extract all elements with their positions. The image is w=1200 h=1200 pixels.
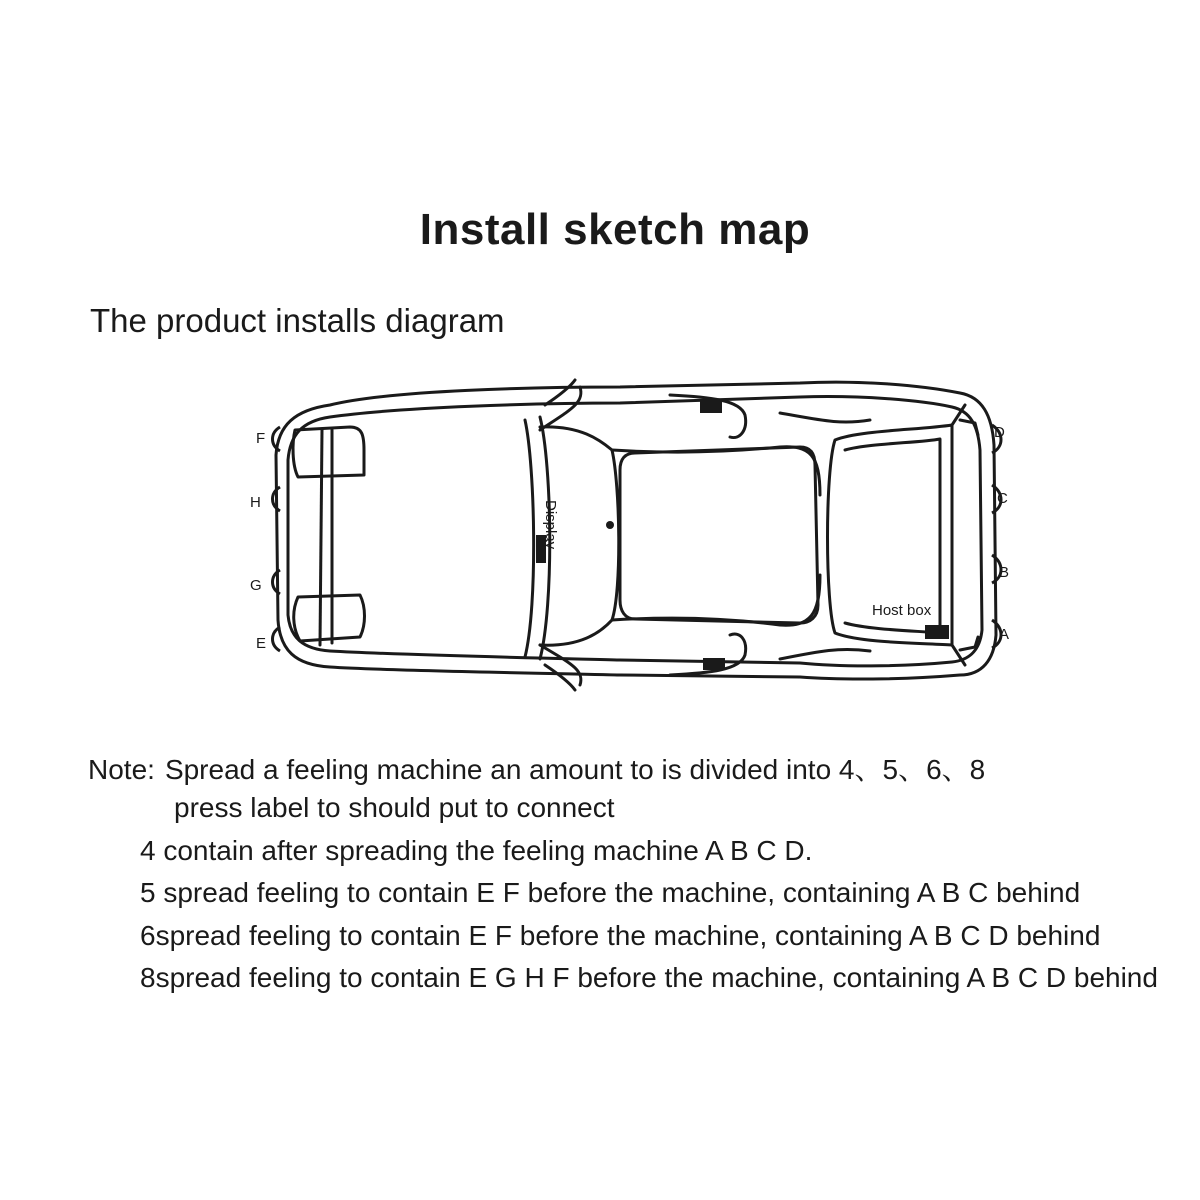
note-line-3: 4 contain after spreading the feeling machine A B C D.: [140, 835, 813, 866]
note-line-4: 5 spread feeling to contain E F before the machine, containing A B C behind: [140, 877, 1081, 908]
diagram-subtitle: The product installs diagram: [90, 302, 505, 339]
note-prefix: Note:: [88, 754, 155, 785]
sensor-c-label: C: [997, 490, 1008, 507]
host-box-label: Host box: [872, 602, 932, 619]
car-install-diagram: [240, 375, 1020, 695]
headlight-top: [293, 427, 364, 477]
wire-clip-top: [700, 401, 722, 413]
display-label: Display: [542, 500, 559, 550]
sensor-f-label: F: [256, 430, 266, 447]
headlight-bottom: [294, 595, 365, 641]
note-line-6: 8spread feeling to contain E G H F before the machine, containing A B C D behind: [140, 962, 1158, 993]
roof-mark: [606, 521, 614, 529]
note-text: Spread a feeling machine an amount to is divided into 4、5、6、8: [164, 754, 986, 785]
host-box-unit: [925, 625, 949, 639]
note-line-2: press label to should put to connect: [174, 792, 615, 823]
car-roof: [620, 447, 818, 623]
sensor-g-label: G: [250, 577, 262, 594]
sensor-h-label: H: [250, 494, 261, 511]
mirror-bottom: [545, 665, 575, 690]
sensor-a-label: A: [999, 626, 1010, 643]
note-line-5: 6spread feeling to contain E F before the machine, containing A B C D behind: [140, 920, 1101, 951]
page-title: Install sketch map: [419, 205, 811, 254]
sensor-d-label: D: [994, 424, 1005, 441]
car-body-outline: [276, 382, 996, 679]
mirror-top: [545, 380, 575, 405]
wire-clip-bottom: [703, 658, 725, 670]
sensor-b-label: B: [999, 564, 1010, 581]
sensor-e-label: E: [256, 635, 267, 652]
note-line-1: [88, 748, 985, 788]
